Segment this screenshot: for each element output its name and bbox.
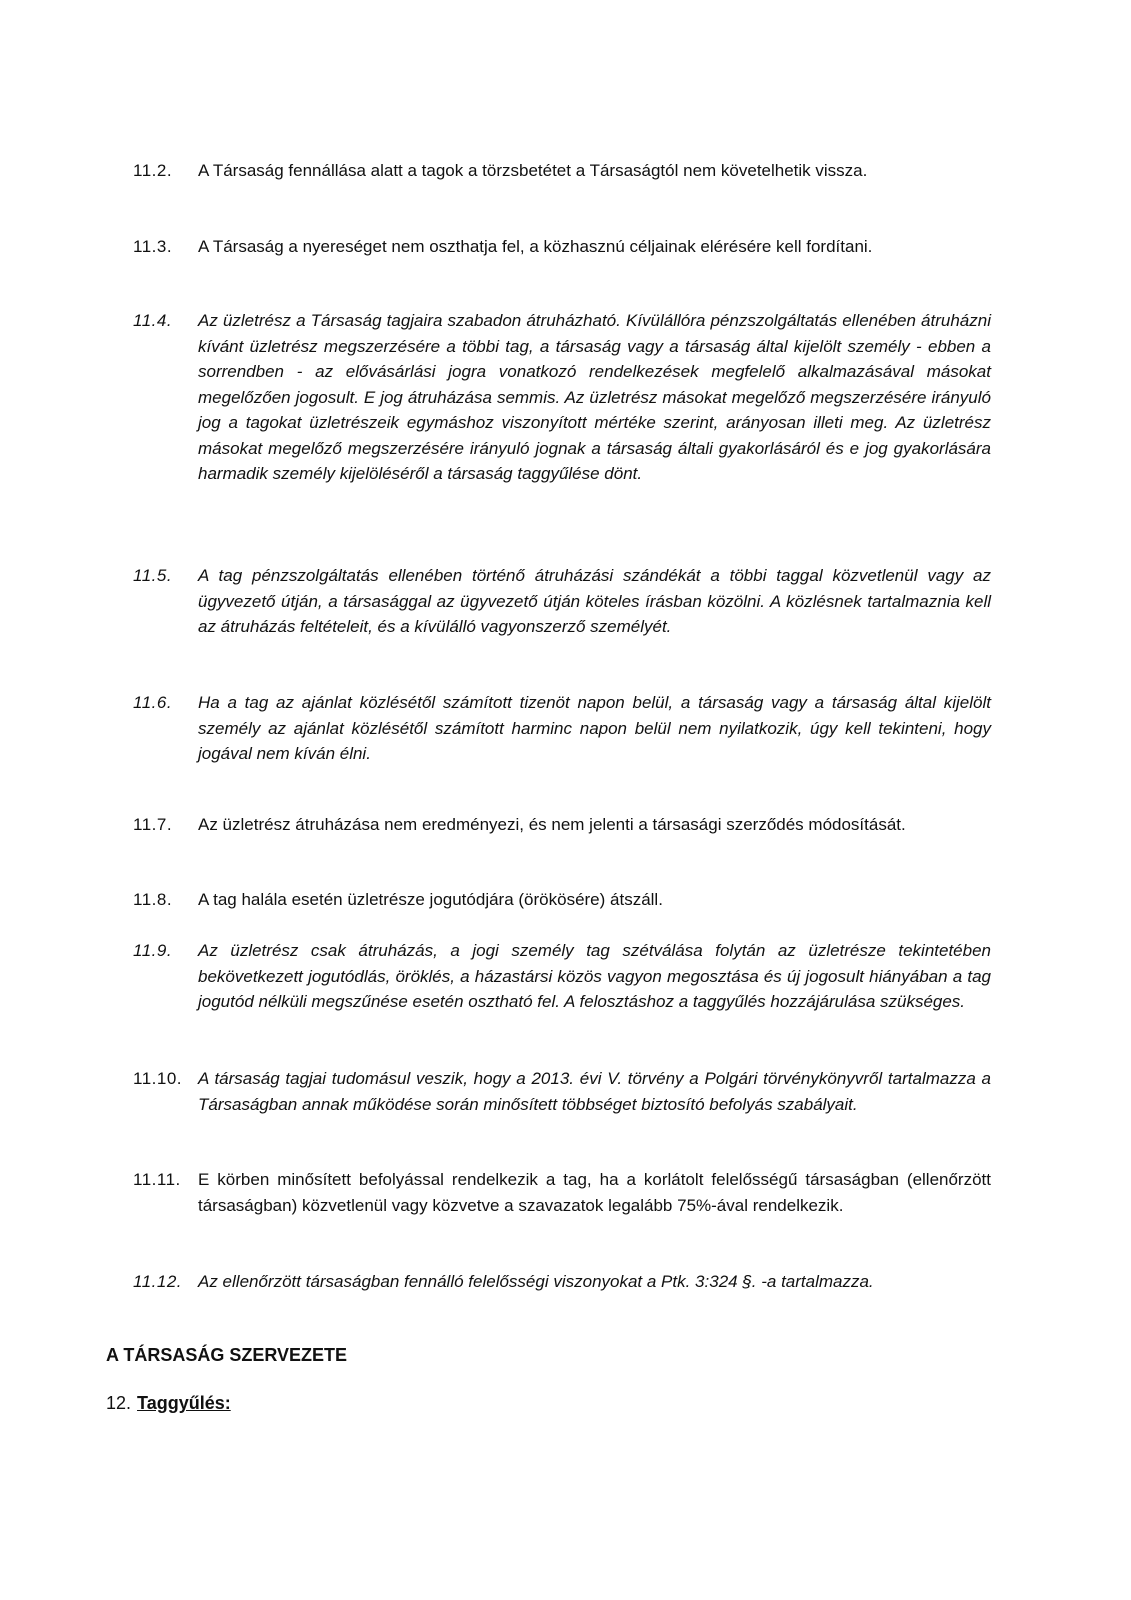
paragraph-text: Az üzletrész a Társaság tagjaira szabadon átruházható. Kívülállóra pénzszolgáltatás ellenében átruházni kívánt üzletrész megszerzésére a többi tag, a társaság vagy a társaság által kijelölt személy - ebben a sorrendben - az elővásárlási jogra vonatkozó rendelkezések megfelelő alkalmazásával másokat megelőzően jogosult. E jog átruházása semmis. Az üzletrész másokat megelőző megszerzésére irányuló jog a tagokat üzletrészeik egymáshoz viszonyított mértéke szerint, arányosan illeti meg. Az üzletrész másokat megelőző megszerzésére irányuló jognak a társaság általi gyakorlásáról és e jog gyakorlására harmadik személy kijelöléséről a társaság taggyűlése dönt. xyxy=(198,311,991,483)
paragraph-number: 11.11. xyxy=(133,1170,181,1189)
paragraph-text: Az üzletrész átruházása nem eredményezi, és nem jelenti a társasági szerződés módosítását. xyxy=(198,815,906,834)
paragraph-text: E körben minősített befolyással rendelkezik a tag, ha a korlátolt felelősségű társaságban (ellenőrzött társaságban) közvetlenül vagy közvetve a szavazatok legalább 75%-ával rendelkezik. xyxy=(198,1170,991,1215)
paragraph-number: 11.4. xyxy=(133,311,173,330)
paragraph-number: 11.6. xyxy=(133,693,173,712)
paragraph-number: 11.5. xyxy=(133,566,173,585)
paragraph-text: A társaság tagjai tudomásul veszik, hogy a 2013. évi V. törvény a Polgári törvénykönyvről tartalmazza a Társaságban annak működése során minősített többséget biztosító befolyás szabályait. xyxy=(198,1069,991,1114)
paragraph-number: 11.9. xyxy=(133,941,173,960)
section-number: 12. xyxy=(106,1393,132,1413)
paragraph-11-11 xyxy=(133,1167,991,1218)
paragraph-11-10 xyxy=(133,1066,991,1117)
paragraph-11-6 xyxy=(133,690,991,767)
paragraph-11-2 xyxy=(133,158,991,184)
paragraph-11-5 xyxy=(133,563,991,640)
paragraph-text: A tag pénzszolgáltatás ellenében történő átruházási szándékát a többi taggal közvetlenül vagy az ügyvezető útján, a társasággal az ügyvezető útján köteles írásban közölni. A közlésnek tartalmaznia kell az átruházás feltételeit, és a kívülálló vagyonszerző személyét. xyxy=(198,566,991,636)
paragraph-text: Az üzletrész csak átruházás, a jogi személy tag szétválása folytán az üzletrésze tekintetében bekövetkezett jogutódlás, öröklés, a házastársi közös vagyon megosztása és új jogosult hiányában a tag jogutód nélküli megszűnése esetén osztható fel. A felosztáshoz a taggyűlés hozzájárulása szükséges. xyxy=(198,941,991,1011)
paragraph-11-3 xyxy=(133,234,991,260)
paragraph-number: 11.2. xyxy=(133,161,173,180)
paragraph-number: 11.3. xyxy=(133,237,173,256)
paragraph-text: A Társaság a nyereséget nem oszthatja fel, a közhasznú céljainak elérésére kell fordítani. xyxy=(198,237,873,256)
paragraph-11-9 xyxy=(133,938,991,1015)
paragraph-text: Az ellenőrzött társaságban fennálló felelősségi viszonyokat a Ptk. 3:324 §. -a tartalmazza. xyxy=(198,1272,874,1291)
section-heading: A TÁRSASÁG SZERVEZETE xyxy=(106,1345,348,1365)
paragraph-11-8 xyxy=(133,887,991,913)
paragraph-11-4 xyxy=(133,308,991,487)
paragraph-11-7 xyxy=(133,812,991,838)
paragraph-text: A Társaság fennállása alatt a tagok a törzsbetétet a Társaságtól nem követelhetik vissza. xyxy=(198,161,868,180)
paragraph-number: 11.8. xyxy=(133,890,173,909)
section-12 xyxy=(106,1393,231,1414)
paragraph-number: 11.10. xyxy=(133,1069,183,1088)
paragraph-text: A tag halála esetén üzletrésze jogutódjára (örökösére) átszáll. xyxy=(198,890,663,909)
paragraph-number: 11.7. xyxy=(133,815,173,834)
paragraph-text: Ha a tag az ajánlat közlésétől számított tizenöt napon belül, a társaság vagy a társaság által kijelölt személy az ajánlat közlésétől számított harminc napon belül nem nyilatkozik, úgy kell tekinteni, hogy jogával nem kíván élni. xyxy=(198,693,991,763)
section-title: Taggyűlés: xyxy=(137,1393,231,1413)
paragraph-number: 11.12. xyxy=(133,1272,183,1291)
paragraph-11-12 xyxy=(133,1269,991,1295)
